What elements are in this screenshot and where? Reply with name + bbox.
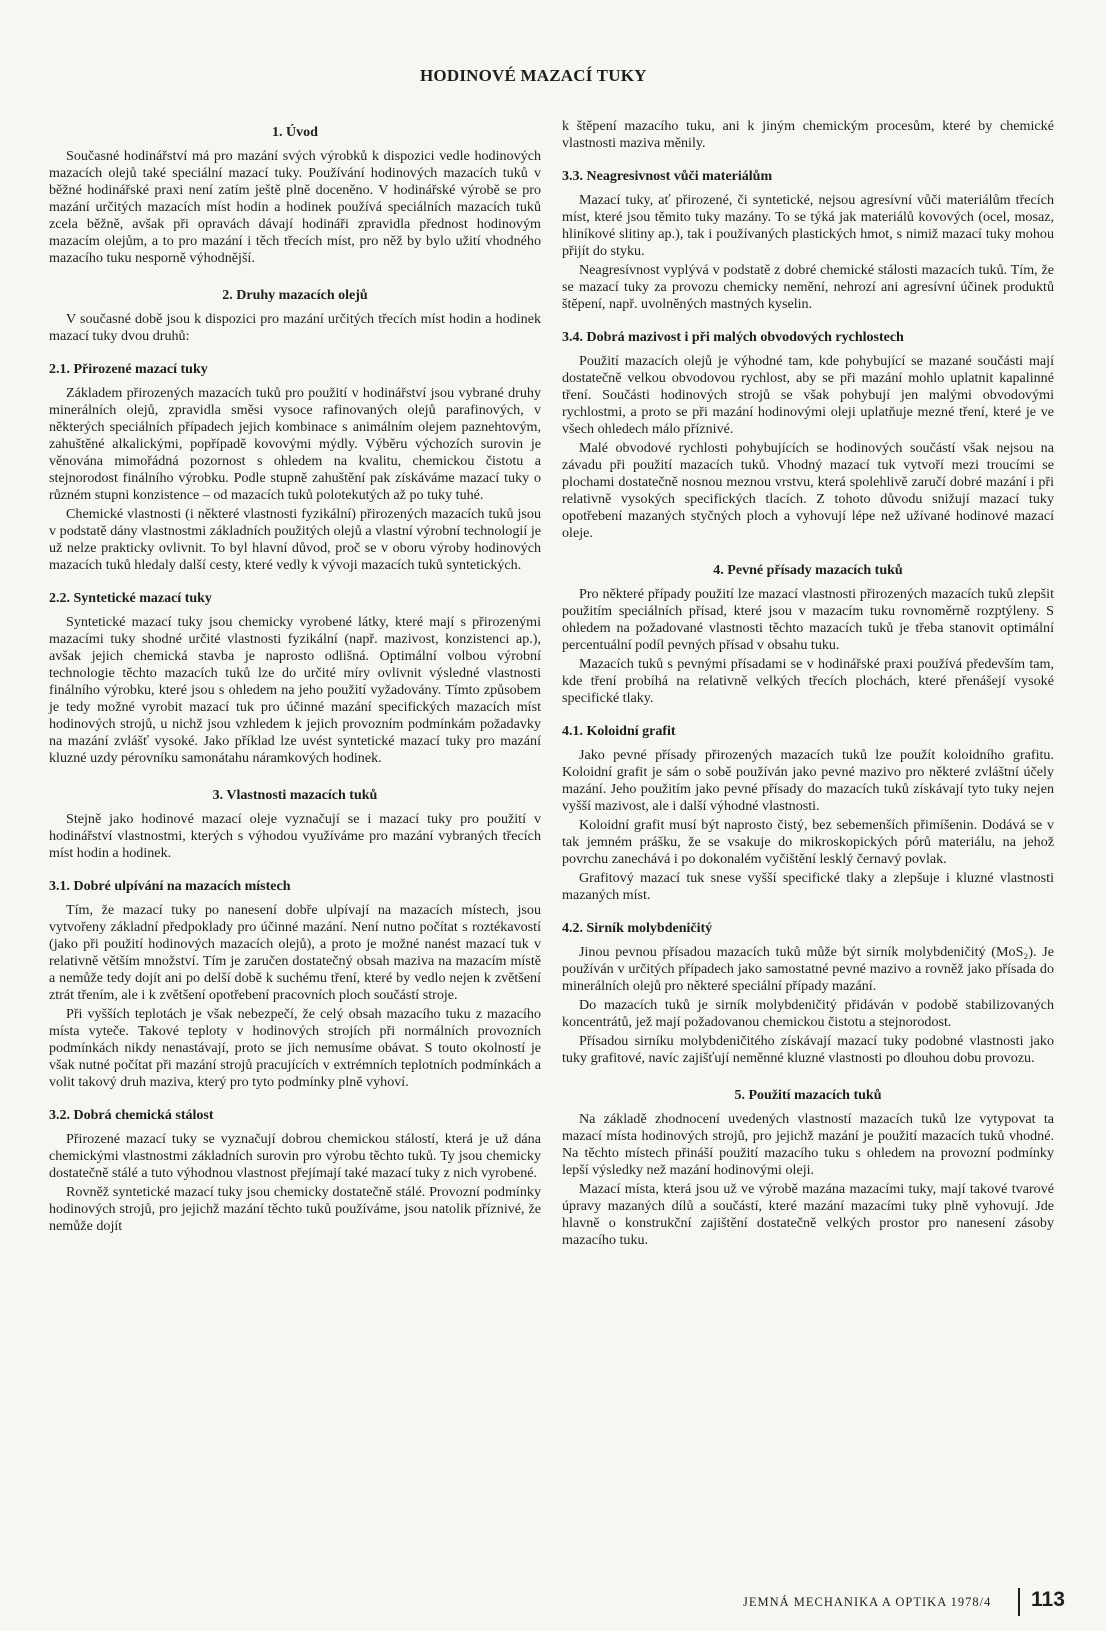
article-title: HODINOVÉ MAZACÍ TUKY — [420, 66, 647, 85]
paragraph: Stejně jako hodinové mazací oleje vyznačují se i mazací tuky pro použití v hodinářství vlastnostmi, kterých s výhodou využíváme pro mazání vybraných třecích míst hodin a hodinek. — [49, 811, 541, 861]
paragraph: Syntetické mazací tuky jsou chemicky vyrobené látky, které mají s přirozenými mazacími tuky shodné určité vlastnosti fyzikální (např. mazivost, konzistenci ap.), avšak jejich chemická stavba je naprosto odlišná. Optimální volbou výrobní technologie těchto mazacích tuků lze do určité míry ovlivnit výsledné vlastnosti finálního výrobku, které jsou s ohledem na jeho použití vyžadovány. Tímto způsobem je tedy možné vyrobit mazací tuk pro účinné mazání specifických mazacích míst hodinových strojů, u nichž jsou vzhledem k jejich provozním podmínkám požadavky na mazání zvlášť vysoké. Jako příklad lze uvést syntetické mazací tuky pro mazání kluzné uzdy pérovníku samonátahu náramkových hodinek. — [49, 614, 541, 766]
subsection-heading: 3.4. Dobrá mazivost i při malých obvodových rychlostech — [562, 330, 904, 345]
paragraph: Na základě zhodnocení uvedených vlastností mazacích tuků lze vytypovat ta mazací místa hodinových strojů, pro jejichž mazání je použití mazacích tuků vhodné. Na těchto místech přináší použití mazacího tuku s ohledem na provozní podmínky lepší výsledky než mazání hodinovými oleji. — [562, 1111, 1054, 1178]
paragraph: Rovněž syntetické mazací tuky jsou chemicky dostatečně stálé. Provozní podmínky hodinových strojů, pro jejichž mazání těchto tuků používáme, jsou natolik příznivé, že nemůže dojít — [49, 1184, 541, 1234]
paragraph: Jako pevné přísady přirozených mazacích tuků lze použít koloidního grafitu. Koloidní grafit je sám o sobě používán jako pevné mazivo pro některé zvláštní účely mazání. Jeho použitím jako pevné přísady do mazacích tuků získávají tyto tuky nejen vyšší mazivost, ale i další výhodné vlastnosti. — [562, 747, 1054, 814]
paragraph: Tím, že mazací tuky po nanesení dobře ulpívají na mazacích místech, jsou vytvořeny základní předpoklady pro účinné mazání. Není nutno počítat s roztékavostí (jako při použití hodinových mazacích olejů), a proto je možné nanést mazací tuk v relativně větším množství. Tím je zaručen dostatečný obsah maziva na mazacím místě a nemůže tedy dojít ani po delší době k suchému tření, které by vedlo nejen k zvětšení ztrát třením, ale i k zvětšení opotřebení pracovních ploch součástí stroje. — [49, 902, 541, 1003]
paragraph: Grafitový mazací tuk snese vyšší specifické tlaky a zlepšuje i kluzné vlastnosti mazaných míst. — [562, 870, 1054, 903]
paragraph: Malé obvodové rychlosti pohybujících se hodinových součástí však nejsou na závadu při použití mazacích tuků. Vhodný mazací tuk vytvoří mezi troucími se plochami dostatečně nosnou meznou vrstvu, která spolehlivě zaručí dobré mazání i při relativně vysokých specifických tlacích. Z tohoto důvodu snižují mazací tuky opotřebení mazaných styčných ploch a vyhovují lépe než užívané hodinové mazací oleje. — [562, 440, 1054, 541]
subsection-heading: 3.2. Dobrá chemická stálost — [49, 1108, 214, 1123]
subsection-heading: 4.1. Koloidní grafit — [562, 724, 676, 739]
footer-divider — [1018, 1588, 1020, 1616]
subsection-heading: 4.2. Sirník molybdeničitý — [562, 921, 713, 936]
paragraph: Chemické vlastnosti (i některé vlastnosti fyzikální) přirozených mazacích tuků jsou v podstatě dány vlastnostmi základních použitých olejů a vlastní výrobní technologií je už nelze prakticky ovlivnit. To byl hlavní důvod, proč se v oboru výroby hodinových mazacích tuků hledaly další cesty, které vedly k vývoji mazacích tuků syntetických. — [49, 506, 541, 573]
page-number: 113 — [1031, 1588, 1065, 1611]
journal-name: JEMNÁ MECHANIKA A OPTIKA 1978/4 — [743, 1595, 992, 1609]
paragraph: V současné době jsou k dispozici pro mazání určitých třecích míst hodin a hodinek mazací tuky dvou druhů: — [49, 311, 541, 344]
section-heading: 2. Druhy mazacích olejů — [222, 288, 368, 303]
paragraph: Při vyšších teplotách je však nebezpečí, že celý obsah mazacího tuku z mazacího místa vyteče. Takové teploty v hodinových strojích při normálních provozních podmínkách nikdy nenastávají, proto se jich nemusíme obávat. S touto okolností je však nutné počítat při mazání strojů pracujících v extrémních teplotních podmínkách a volit takový druh maziva, který pro tyto podmínky plně vyhoví. — [49, 1006, 541, 1090]
paragraph: Přísadou sirníku molybdeničitého získávají mazací tuky podobné vlastnosti jako tuky grafitové, navíc zajišťují neměnné kluzné vlastnosti po dlouhou dobu provozu. — [562, 1033, 1054, 1066]
paragraph: Jinou pevnou přísadou mazacích tuků může být sirník molybdeničitý (MoS₂). Je používán v určitých případech jako samostatné pevné mazivo a rovněž jako přísada do minerálních olejů pro některé speciální případy mazání. — [562, 944, 1054, 994]
paragraph: k štěpení mazacího tuku, ani k jiným chemickým procesům, které by chemické vlastnosti maziva měnily. — [562, 118, 1054, 151]
subsection-heading: 2.2. Syntetické mazací tuky — [49, 591, 212, 606]
paragraph: Mazací místa, která jsou už ve výrobě mazána mazacími tuky, mají takové tvarové úpravy mazaných dílů a součástí, které mazání mazacími tuky plně vyhovují. Jde hlavně o konstrukční zajištění dostatečně velkých prostor pro nanesení zásoby mazacího tuku. — [562, 1181, 1054, 1248]
section-heading: 3. Vlastnosti mazacích tuků — [212, 788, 378, 803]
paragraph: Použití mazacích olejů je výhodné tam, kde pohybující se mazané součásti mají dostatečně velkou obvodovou rychlost, aby se při mazání mohlo uplatnit kapalinné tření. Součásti hodinových strojů se však pohybují jen malými obvodovými rychlostmi, a proto se při mazání hodinovými oleji uplatňuje mezné tření, které je ve všech ohledech málo příznivé. — [562, 353, 1054, 437]
paragraph: Mazacích tuků s pevnými přísadami se v hodinářské praxi používá především tam, kde tření probíhá na relativně velkých třecích plochách, které přenášejí vysoké specifické tlaky. — [562, 656, 1054, 706]
paragraph: Mazací tuky, ať přirozené, či syntetické, nejsou agresívní vůči materiálům třecích míst, které jsou těmito tuky mazány. To se týká jak materiálů kovových (ocel, mosaz, hliníkové slitiny ap.), tak i používaných plastických hmot, s nimiž mazací tuky mohou přijít do styku. — [562, 192, 1054, 259]
paragraph: Pro některé případy použití lze mazací vlastnosti přirozených mazacích tuků zlepšit použitím speciálních přísad, které jsou v mazacím tuku rovnoměrně rozptýleny. S ohledem na požadované vlastnosti těchto mazacích tuků je třeba stanovit optimální percentuální podíl pevných přísad v obsahu tuku. — [562, 586, 1054, 653]
subsection-heading: 3.1. Dobré ulpívání na mazacích místech — [49, 879, 291, 894]
page-footer — [743, 1588, 1063, 1616]
subsection-heading: 2.1. Přirozené mazací tuky — [49, 362, 208, 377]
paragraph: Základem přirozených mazacích tuků pro použití v hodinářství jsou vybrané druhy minerálních olejů, zpravidla směsi vysoce rafinovaných olejů parafinových, v některých speciálních případech jejich kombinace s animálním olejem paznehtovým, zahuštěné alkalickými, popřípadě kovovými mýdly. Výběru výchozích surovin je věnována mimořádná pozornost s ohledem na kvalitu, chemickou čistotu a stejnorodost finálního výrobku. Podle stupně zahuštění pak získáváme mazací tuky o různém stupni konzistence – od mazacích tuků polotekutých až po tuky tuhé. — [49, 385, 541, 503]
section-heading: 1. Úvod — [272, 125, 318, 140]
right-column — [562, 118, 1054, 1249]
paragraph: Neagresívnost vyplývá v podstatě z dobré chemické stálosti mazacích tuků. Tím, že se mazací tuky za provozu chemicky nemění, nehrozí ani agresívní účinek produktů štěpení, např. uvolněných mastných kyselin. — [562, 262, 1054, 312]
paragraph: Současné hodinářství má pro mazání svých výrobků k dispozici vedle hodinových mazacích olejů také speciální mazací tuky. Používání hodinových mazacích tuků v běžné hodinářské praxi není zatím ještě plně doceněno. V hodinářské výrobě se pro mazání určitých mazacích míst hodin a hodinek používá speciálních mazacích tuků zcela běžně, avšak při opravách dávají hodináři zpravidla přednost hodinovým mazacím olejům, a to pro mazání i těch třecích míst, pro něž by bylo užití vhodného mazacího tuku nesporně výhodnější. — [49, 148, 541, 266]
paragraph: Přirozené mazací tuky se vyznačují dobrou chemickou stálostí, která je už dána chemickými vlastnostmi základních surovin pro výrobu těchto tuků. Ty jsou chemicky dostatečně stálé a tuto výhodnou vlastnost přejímají také mazací tuky z nich vyrobené. — [49, 1131, 541, 1181]
paragraph: Do mazacích tuků je sirník molybdeničitý přidáván v podobě stabilizovaných koncentrátů, jež mají požadovanou chemickou čistotu a stejnorodost. — [562, 997, 1054, 1030]
section-heading: 4. Pevné přísady mazacích tuků — [713, 563, 903, 578]
paragraph: Koloidní grafit musí být naprosto čistý, bez sebemenších přimíšenin. Dodává se v tak jemném prášku, že se vsakuje do mikroskopických pórů materiálu, na jehož povrchu zanechává i po dokonalém vyčištění lesklý černavý povlak. — [562, 817, 1054, 867]
subsection-heading: 3.3. Neagresivnost vůči materiálům — [562, 169, 773, 184]
left-column — [49, 118, 541, 1235]
section-heading: 5. Použití mazacích tuků — [734, 1088, 882, 1103]
